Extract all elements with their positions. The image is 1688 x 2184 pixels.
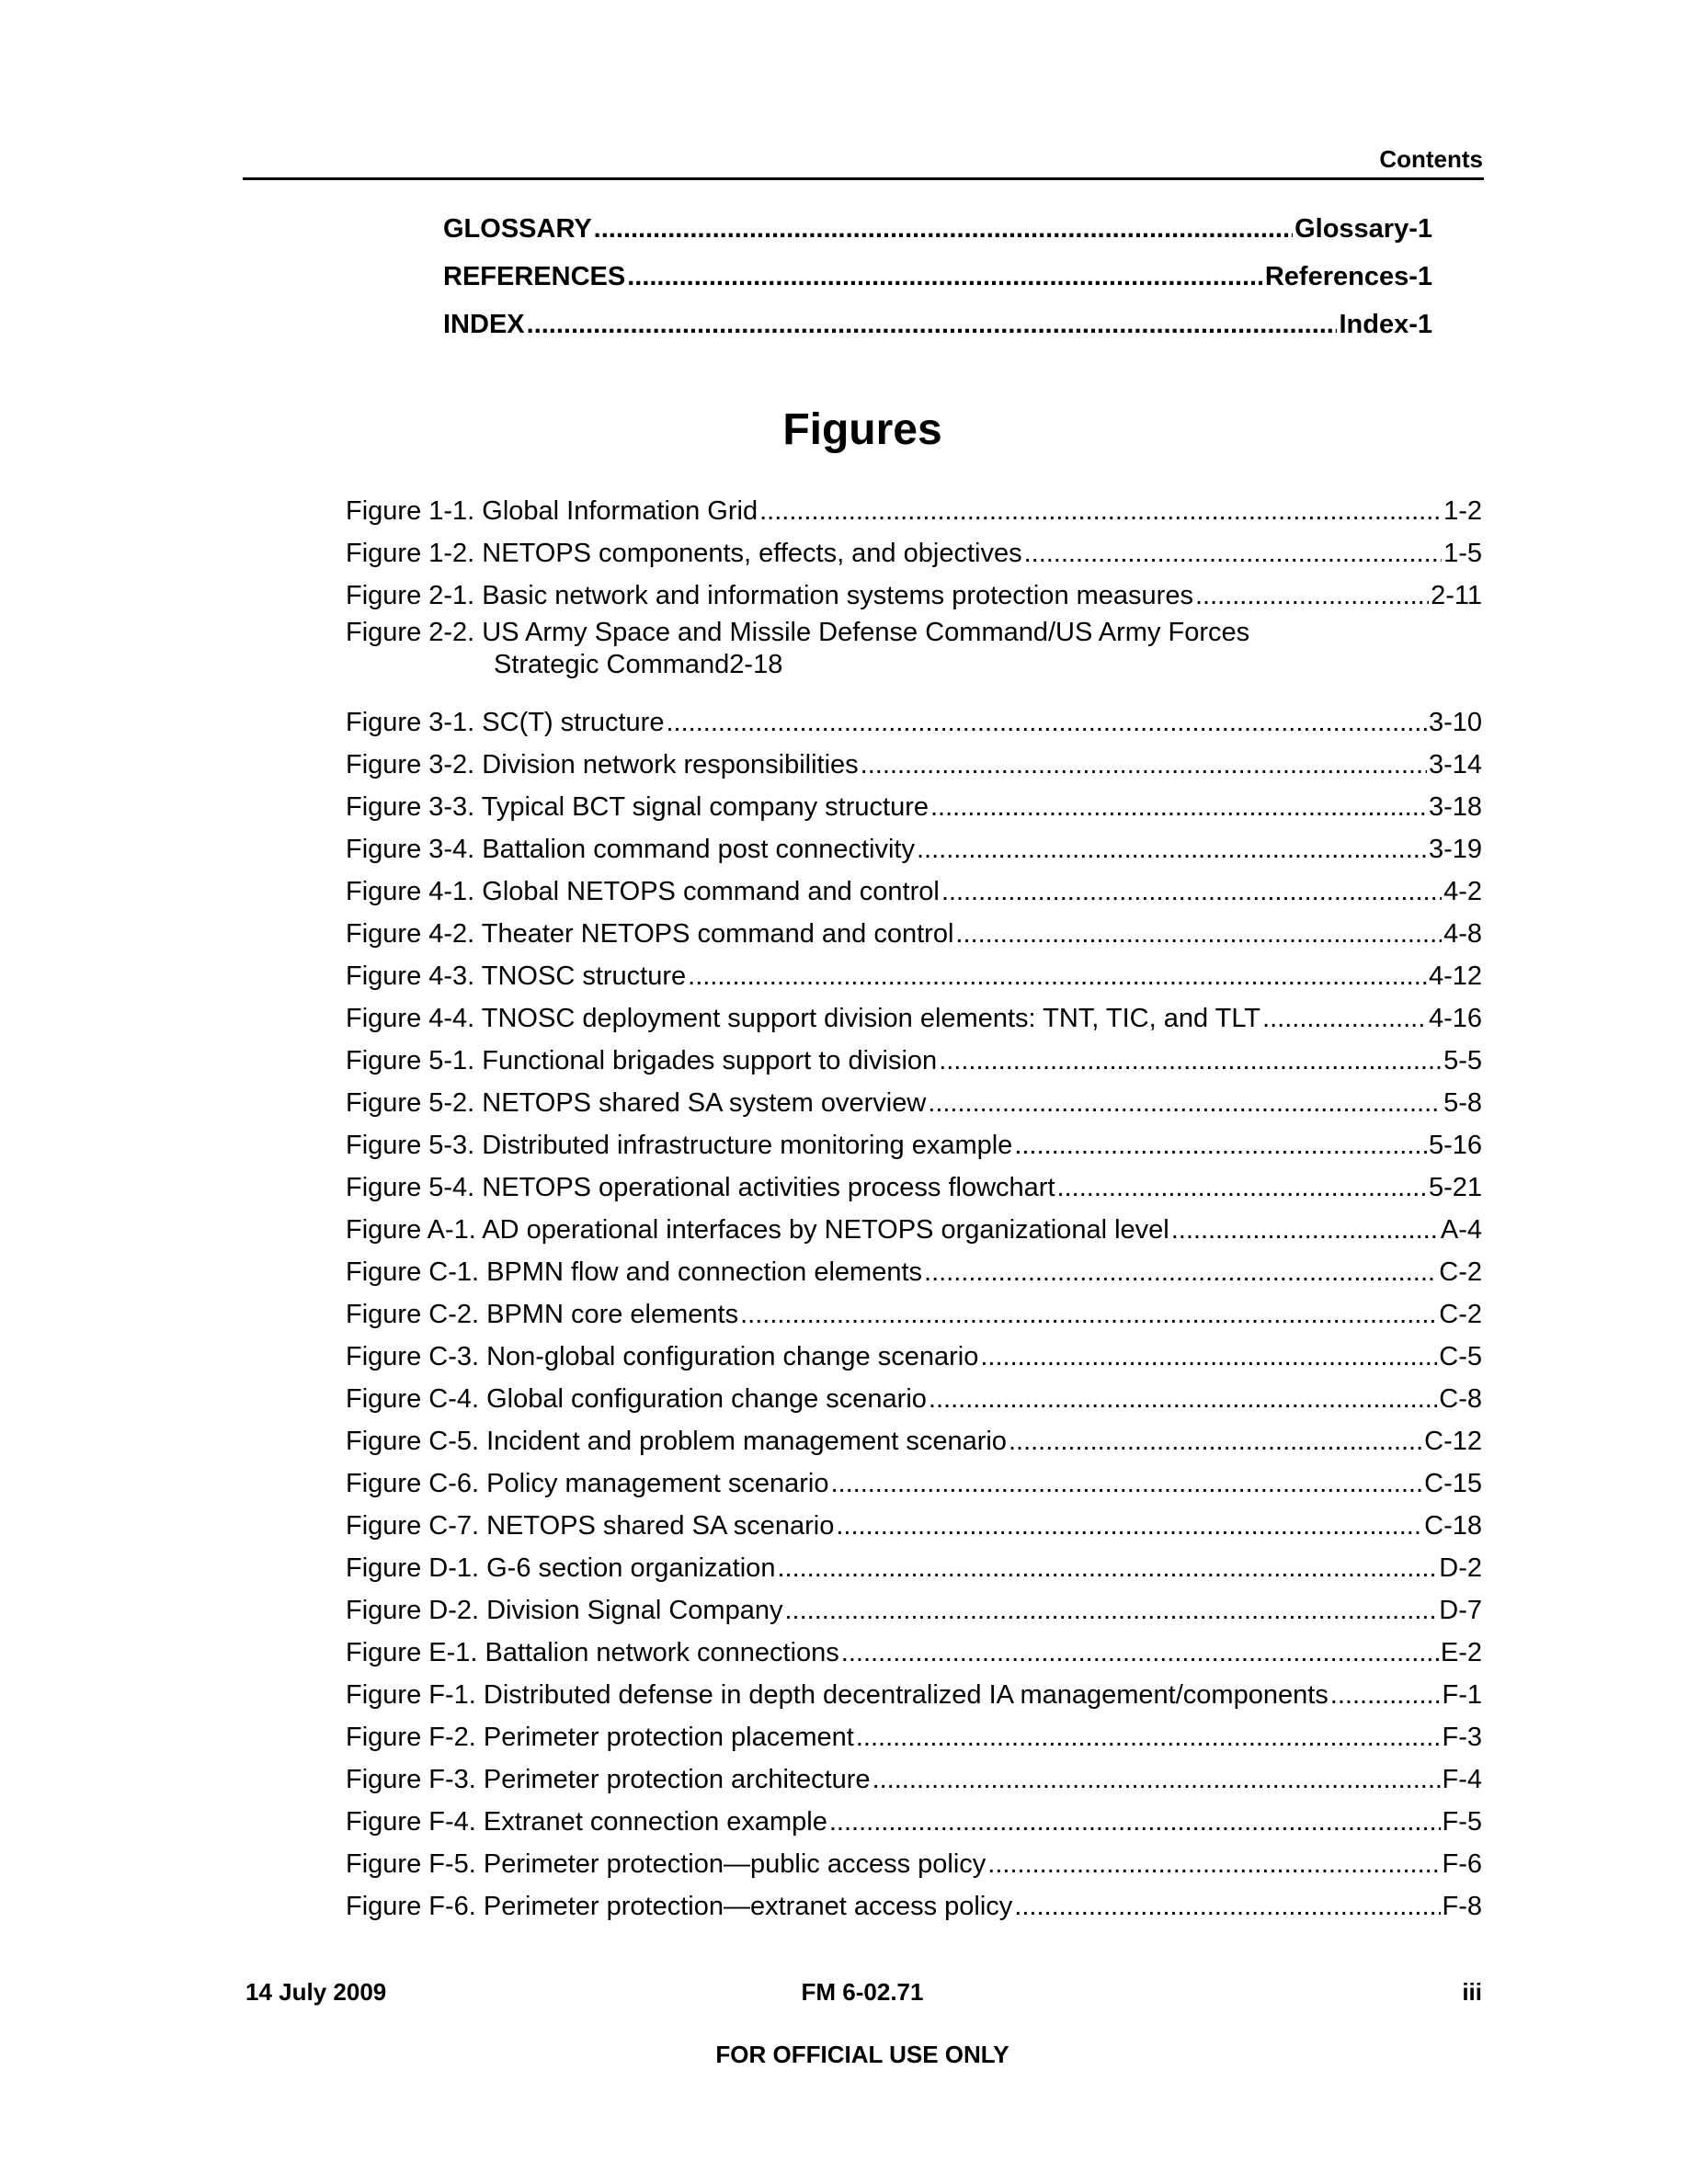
figure-entry[interactable]	[346, 1209, 1482, 1251]
dot-leader	[836, 1505, 1422, 1547]
figure-entry-page: 1-5	[1443, 539, 1482, 568]
figure-entry-title: Figure 1-1. Global Information Grid	[346, 496, 758, 526]
figure-entry[interactable]	[346, 574, 1482, 617]
figure-entry-title: Figure 2-1. Basic network and information systems protection measures	[346, 581, 1193, 610]
figure-entry-page: 2-11	[1431, 581, 1482, 610]
dot-leader	[939, 1040, 1442, 1082]
figure-entry[interactable]	[346, 701, 1482, 744]
toc-entry-glossary[interactable]	[443, 205, 1432, 253]
figure-entry-page: 5-16	[1428, 1131, 1482, 1160]
dot-leader	[941, 870, 1442, 913]
figure-entry-title: Figure 4-2. Theater NETOPS command and control	[346, 919, 954, 949]
figure-entry[interactable]	[346, 870, 1482, 913]
dot-leader	[740, 1293, 1437, 1336]
figure-entry-title: Figure F-6. Perimeter protection—extranet access policy	[346, 1892, 1013, 1921]
figure-entry-page: A-4	[1440, 1215, 1482, 1245]
figure-entry-title: Figure D-2. Division Signal Company	[346, 1596, 783, 1625]
figure-entry[interactable]	[346, 1251, 1482, 1293]
figure-entry[interactable]	[346, 744, 1482, 786]
dot-leader	[784, 1589, 1437, 1632]
figure-entry-page: 4-2	[1443, 877, 1482, 906]
toc-entry-references[interactable]	[443, 253, 1432, 301]
figure-entry[interactable]	[346, 617, 1482, 701]
header-rule	[243, 177, 1484, 180]
footer-date: 14 July 2009	[245, 1978, 387, 2006]
figure-entry-page: F-3	[1442, 1723, 1482, 1752]
figure-entry-page: 2-18	[729, 650, 783, 679]
dot-leader	[1195, 574, 1429, 617]
figure-entry[interactable]	[346, 1420, 1482, 1462]
figure-entry-title: Figure 2-2. US Army Space and Missile Defense Command/US Army Forces	[346, 618, 1250, 647]
dot-leader	[759, 490, 1442, 532]
figure-entry-title: Figure C-1. BPMN flow and connection elements	[346, 1257, 923, 1287]
figure-entry-title: Figure D-1. G-6 section organization	[346, 1553, 776, 1583]
toc-entry-page: References-1	[1264, 262, 1432, 291]
dot-leader	[627, 253, 1263, 301]
figure-entry-continuation-line	[346, 648, 1482, 681]
dot-leader	[527, 301, 1338, 348]
figure-entry-title: Figure F-3. Perimeter protection architecture	[346, 1765, 871, 1794]
figure-entry-page: C-8	[1439, 1384, 1482, 1414]
toc-entry-page: Glossary-1	[1295, 214, 1432, 244]
figure-entry[interactable]	[346, 532, 1482, 574]
figure-entry-title: Figure 4-4. TNOSC deployment support division elements: TNT, TIC, and TLT	[346, 1004, 1261, 1033]
figure-entry[interactable]	[346, 1843, 1482, 1885]
dot-leader	[1262, 997, 1427, 1040]
figure-entry-title: Figure 1-2. NETOPS components, effects, and objectives	[346, 539, 1022, 568]
figure-entry[interactable]	[346, 1336, 1482, 1378]
footer-doc-number: FM 6-02.71	[801, 1978, 924, 2006]
figure-entry-title: Figure 3-1. SC(T) structure	[346, 708, 665, 737]
figure-entry-page: 5-21	[1428, 1173, 1482, 1202]
figure-entry-page: C-5	[1439, 1342, 1482, 1371]
figure-entry-page: D-2	[1439, 1553, 1482, 1583]
figure-entry-title: Figure 5-1. Functional brigades support to division	[346, 1046, 938, 1075]
figure-entry-page: C-12	[1424, 1427, 1482, 1456]
figure-entry-title: Figure 3-4. Battalion command post connectivity	[346, 835, 915, 864]
figure-entry[interactable]	[346, 997, 1482, 1040]
figure-entry-page: F-6	[1442, 1849, 1482, 1879]
figure-entry-title: Figure 5-2. NETOPS shared SA system overview	[346, 1088, 927, 1118]
figure-entry-page: 3-10	[1428, 708, 1482, 737]
figure-entry[interactable]	[346, 786, 1482, 828]
dot-leader	[955, 913, 1442, 955]
figure-entry[interactable]	[346, 828, 1482, 870]
figure-entry-title: Figure C-2. BPMN core elements	[346, 1300, 739, 1329]
figure-entry[interactable]	[346, 1758, 1482, 1801]
figure-entry-page: 1-2	[1443, 496, 1482, 526]
figure-entry[interactable]	[346, 1716, 1482, 1758]
figure-entry[interactable]	[346, 1124, 1482, 1166]
figure-entry-title: Figure C-6. Policy management scenario	[346, 1469, 829, 1498]
figure-entry-page: D-7	[1439, 1596, 1482, 1625]
dot-leader	[1024, 532, 1443, 574]
figure-entry-title: Figure 4-3. TNOSC structure	[346, 961, 687, 991]
dot-leader	[917, 828, 1427, 870]
figure-entry-title: Figure F-5. Perimeter protection—public access policy	[346, 1849, 987, 1879]
figures-heading: Figures	[782, 405, 942, 454]
figure-entry-continuation: Strategic Command	[494, 650, 730, 679]
figure-entry-title: Figure C-3. Non-global configuration change scenario	[346, 1342, 979, 1371]
toc-entry-index[interactable]	[443, 301, 1432, 348]
figure-entry-page: C-2	[1439, 1257, 1482, 1287]
figure-entry-page: C-15	[1424, 1469, 1482, 1498]
figure-entry-title: Figure 5-3. Distributed infrastructure monitoring example	[346, 1131, 1013, 1160]
running-header: Contents	[1379, 145, 1483, 173]
figure-entry-title: Figure C-4. Global configuration change scenario	[346, 1384, 927, 1414]
toc-entry-page: Index-1	[1339, 310, 1432, 339]
dot-leader	[856, 1716, 1441, 1758]
figure-entry-title: Figure C-7. NETOPS shared SA scenario	[346, 1511, 835, 1541]
dot-leader	[829, 1801, 1441, 1843]
figure-entry-page: 4-8	[1443, 919, 1482, 949]
figure-entry-page: 4-16	[1428, 1004, 1482, 1033]
dot-leader	[929, 1378, 1437, 1420]
figure-entry[interactable]	[346, 1589, 1482, 1632]
toc-entry-title: INDEX	[443, 310, 525, 339]
figure-entry[interactable]	[346, 1378, 1482, 1420]
figure-entry-page: E-2	[1440, 1638, 1482, 1667]
toc-entry-title: REFERENCES	[443, 262, 626, 291]
figure-entry-title: Figure F-4. Extranet connection example	[346, 1807, 827, 1837]
figure-entry-title: Figure C-5. Incident and problem management scenario	[346, 1427, 1007, 1456]
dot-leader	[928, 1082, 1442, 1124]
figure-entry-page: 3-18	[1428, 792, 1482, 822]
figure-entry-page: C-18	[1424, 1511, 1482, 1541]
figure-entry[interactable]	[346, 490, 1482, 532]
figure-entry[interactable]	[346, 1462, 1482, 1505]
figure-entry-title: Figure 4-1. Global NETOPS command and control	[346, 877, 940, 906]
toc-main-list	[443, 205, 1432, 348]
dot-leader	[873, 1758, 1441, 1801]
dot-leader	[841, 1632, 1439, 1674]
dot-leader	[688, 955, 1427, 997]
classification-marking: FOR OFFICIAL USE ONLY	[715, 2041, 1009, 2068]
dot-leader	[830, 1462, 1422, 1505]
figure-entry[interactable]	[346, 1166, 1482, 1209]
figure-entry-page: 4-12	[1428, 961, 1482, 991]
dot-leader	[861, 744, 1427, 786]
dot-leader	[666, 701, 1426, 744]
figure-entry[interactable]	[346, 1505, 1482, 1547]
figure-entry-title: Figure F-1. Distributed defense in depth decentralized IA management/components	[346, 1680, 1329, 1710]
figure-entry[interactable]	[346, 1082, 1482, 1124]
figure-entry-title: Figure 3-3. Typical BCT signal company structure	[346, 792, 929, 822]
figure-entry[interactable]	[346, 1801, 1482, 1843]
figure-entry-page: F-5	[1442, 1807, 1482, 1837]
figure-entry[interactable]	[346, 1674, 1482, 1716]
figure-entry[interactable]	[346, 955, 1482, 997]
figure-entry-title: Figure 3-2. Division network responsibilities	[346, 750, 859, 779]
figure-entry-page: F-4	[1442, 1765, 1482, 1794]
figure-entry-title: Figure E-1. Battalion network connections	[346, 1638, 839, 1667]
figure-entry-page: 3-19	[1428, 835, 1482, 864]
figure-entry[interactable]	[346, 1293, 1482, 1336]
figure-entry[interactable]	[346, 1632, 1482, 1674]
figure-entry[interactable]	[346, 913, 1482, 955]
figure-entry[interactable]	[346, 1885, 1482, 1928]
figure-entry-page: F-1	[1442, 1680, 1482, 1710]
dot-leader	[777, 1547, 1437, 1589]
figures-list	[346, 490, 1482, 1928]
toc-entry-title: GLOSSARY	[443, 214, 592, 244]
figure-entry[interactable]	[346, 1040, 1482, 1082]
dot-leader	[1171, 1209, 1439, 1251]
figure-entry-title: Figure F-2. Perimeter protection placement	[346, 1723, 854, 1752]
dot-leader	[930, 786, 1427, 828]
figure-entry[interactable]	[346, 1547, 1482, 1589]
dot-leader	[1057, 1166, 1427, 1209]
dot-leader	[987, 1843, 1440, 1885]
footer-page-number: iii	[1462, 1978, 1482, 2006]
dot-leader	[1009, 1420, 1422, 1462]
figure-entry-page: 3-14	[1428, 750, 1482, 779]
figure-entry-page: 5-5	[1443, 1046, 1482, 1075]
figure-entry-title: Figure 5-4. NETOPS operational activities process flowchart	[346, 1173, 1055, 1202]
figure-entry-page: 5-8	[1443, 1088, 1482, 1118]
dot-leader	[980, 1336, 1437, 1378]
dot-leader	[1014, 1885, 1440, 1928]
figure-entry-title: Figure A-1. AD operational interfaces by NETOPS organizational level	[346, 1215, 1169, 1245]
figure-entry-page: F-8	[1442, 1892, 1482, 1921]
dot-leader	[1014, 1124, 1427, 1166]
figure-entry-page: C-2	[1439, 1300, 1482, 1329]
dot-leader	[1330, 1674, 1441, 1716]
dot-leader	[924, 1251, 1437, 1293]
dot-leader	[594, 205, 1293, 253]
